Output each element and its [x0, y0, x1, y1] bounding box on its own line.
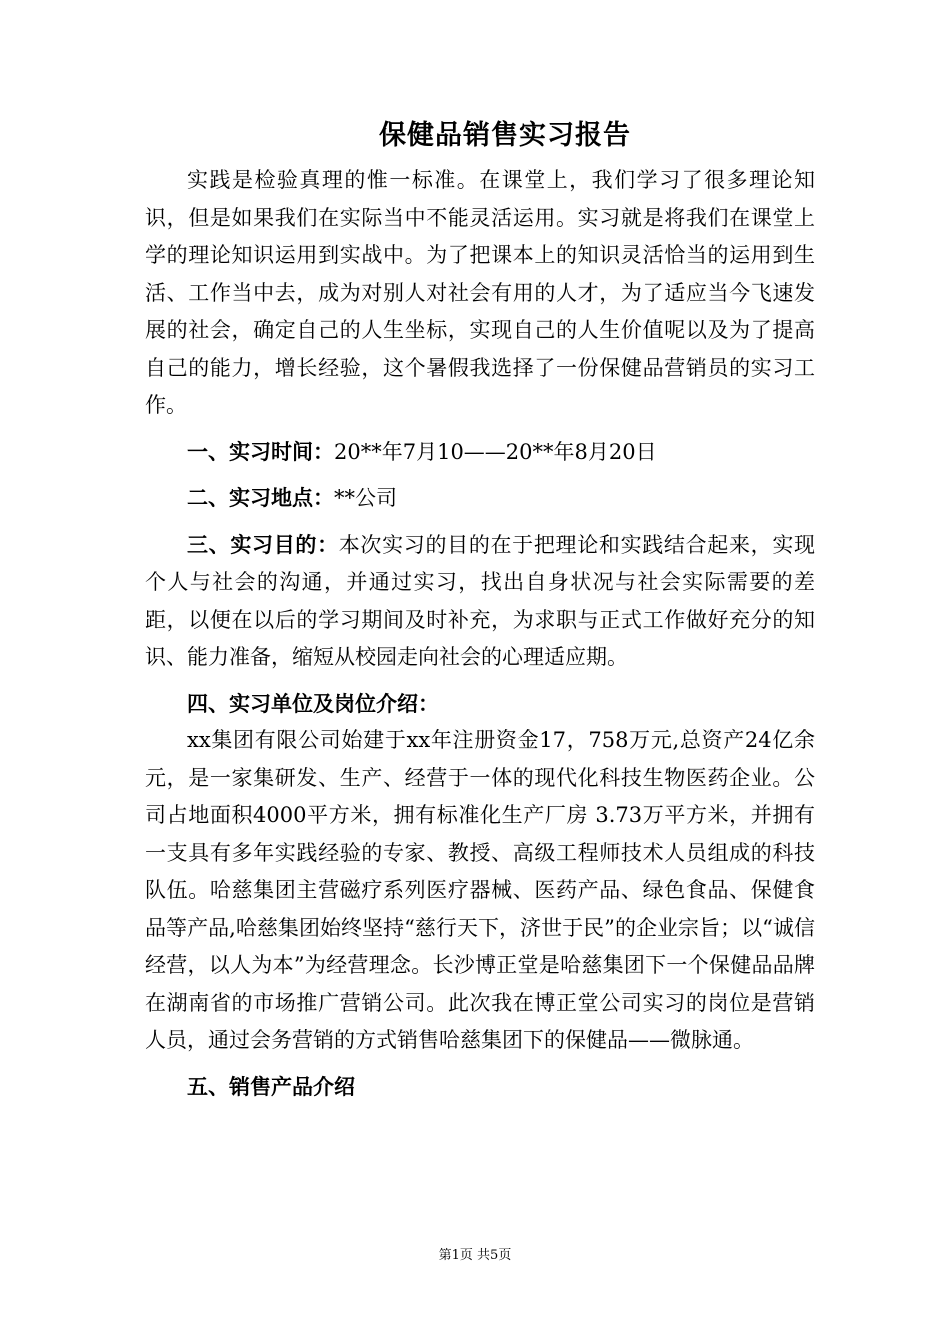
- section-company-body: xx集团有限公司始建于xx年注册资金17，758万元,总资产24亿余元，是一家集研发、生产、经营于一体的现代化科技生物医药企业。公司占地面积4000平方米，拥有标准化生产厂房 3.73万平方米，并拥有一支具有多年实践经验的专家、教授、高级工程师技术人员组成的科技队伍。哈慈集团主营磁疗系列医疗器械、医药产品、绿色食品、保健食品等产品,哈慈集团始终坚持“慈行天下，济世于民”的企业宗旨；以“诚信经营，以人为本”为经营理念。长沙博正堂是哈慈集团下一个保健品品牌在湖南省的市场推广营销公司。此次我在博正堂公司实习的岗位是营销人员，通过会务营销的方式销售哈慈集团下的保健品——微脉通。: [145, 728, 815, 1052]
- section-internship-purpose-value: 本次实习的目的在于把理论和实践结合起来，实现个人与社会的沟通，并通过实习，找出自身状况与社会实际需要的差距，以便在以后的学习期间及时补充，为求职与正式工作做好充分的知识、能力准备，缩短从校园走向社会的心理适应期。: [145, 532, 815, 669]
- section-internship-location-label: 二、实习地点：: [187, 485, 334, 510]
- section-internship-time-label: 一、实习时间：: [187, 438, 334, 464]
- section-product-heading: 五、销售产品介绍: [187, 1073, 355, 1099]
- section-internship-time: [145, 433, 815, 472]
- intro-paragraph: 实践是检验真理的惟一标准。在课堂上，我们学习了很多理论知识，但是如果我们在实际当中不能灵活运用。实习就是将我们在课堂上学的理论知识运用到实战中。为了把课本上的知识灵活恰当的运用到生活、工作当中去，成为对别人对社会有用的人才，为了适应当今飞速发展的社会，确定自己的人生坐标，实现自己的人生价值呢以及为了提高自己的能力，增长经验，这个暑假我选择了一份保健品营销员的实习工作。: [145, 168, 815, 417]
- page-footer: 第1页 共5页: [438, 1248, 512, 1263]
- section-internship-location-value: **公司: [334, 486, 397, 510]
- section-internship-purpose-label: 三、实习目的：: [187, 531, 339, 557]
- section-internship-time-value: 20**年7月10——20**年8月20日: [334, 439, 657, 464]
- section-company-heading: 四、实习单位及岗位介绍：: [187, 690, 439, 716]
- document-title: 保健品销售实习报告: [379, 120, 631, 151]
- document-body: [145, 162, 815, 1105]
- section-internship-purpose: [145, 526, 815, 677]
- section-internship-location: [145, 479, 815, 518]
